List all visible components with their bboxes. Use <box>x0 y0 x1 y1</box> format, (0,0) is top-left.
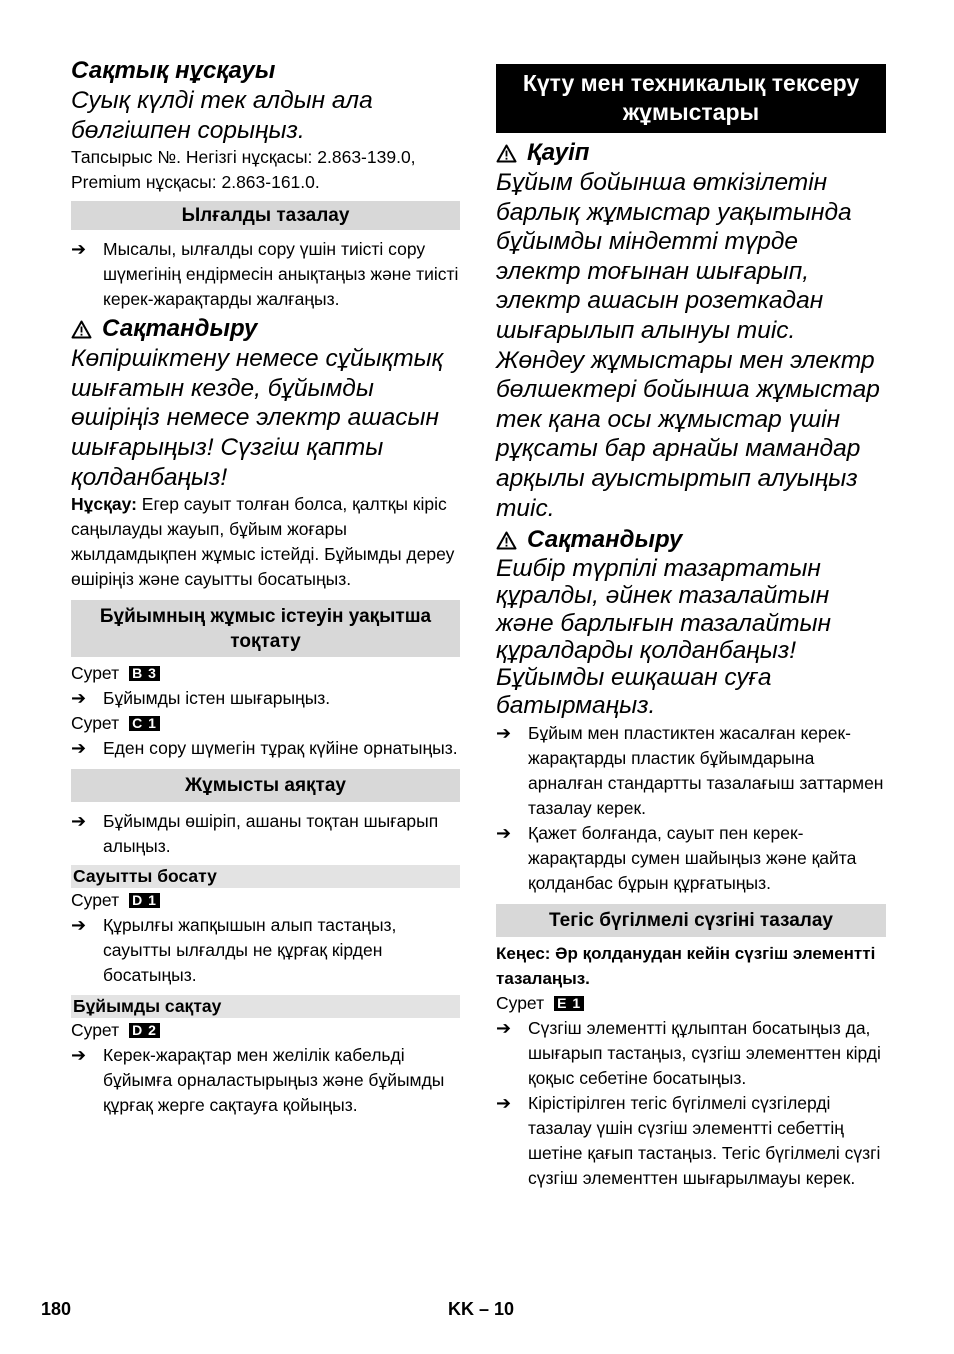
caution-title: Сақтандыру <box>527 526 683 554</box>
warning-triangle-icon <box>496 144 517 163</box>
warning-triangle-icon <box>496 531 517 550</box>
list-item <box>496 821 886 896</box>
clean-bullet-2: Қажет болғанда, сауыт пен керек-жарақтарды сумен шайыңыз және қайта қолданбас бұрын құрғатыңыз. <box>528 822 857 893</box>
arrow-icon: ➔ <box>496 1092 512 1113</box>
filter-bullet-2: Кірістірілген тегіс бүгілмелі сүзгілерді тазалау үшін сүзгіш элементті себеттің шетіне қағып тастаңыз. Тегіс бүгілмелі сүзгі сүзгіш элементтен шығарылмауы керек. <box>528 1092 881 1188</box>
caution-body: Көпіршіктену немесе сұйықтық шығатын кезде, бұйымды өшіріңіз немесе электр ашасын шығарыңыз! Сүзгіш қапты қолданбаңыз! <box>71 345 444 491</box>
arrow-icon: ➔ <box>71 811 87 832</box>
finish-bullet: Бұйымды өшіріп, ашаны тоқтан шығарып алыңыз. <box>103 811 439 857</box>
figure-reference <box>71 661 460 686</box>
figure-reference <box>71 711 460 736</box>
empty-bullet: Құрылғы жапқышын алып тастаңыз, сауытты ылғалды не құрғақ кірден босатыңыз. <box>103 915 397 986</box>
filter-cleaning-heading: Тегіс бүгілмелі сүзгіні тазалау <box>496 904 886 937</box>
arrow-icon: ➔ <box>496 722 512 743</box>
figure-label: Сурет <box>71 713 120 734</box>
figure-badge-b3: B 3 <box>129 666 160 681</box>
list-item <box>496 721 886 821</box>
section-marker: KK – 10 <box>448 1299 515 1319</box>
safety-title: Сақтық нұсқауы <box>71 57 276 84</box>
finish-heading: Жұмысты аяқтау <box>71 769 460 802</box>
caution-heading <box>496 525 886 555</box>
list-item <box>496 1016 886 1091</box>
arrow-icon: ➔ <box>71 688 87 709</box>
figure-reference <box>496 991 886 1016</box>
figure-label: Сурет <box>71 663 120 684</box>
list-item <box>71 736 460 761</box>
note-paragraph <box>71 492 460 592</box>
wet-cleaning-heading: Ылғалды тазалау <box>71 201 460 230</box>
wet-cleaning-bullet: Мысалы, ылғалды сору үшін тиісті сору шүмегінің ендірмесін анықтаңыз және тиісті керек-жарақтарды жалғаңыз. <box>103 239 459 310</box>
figure-badge-e1: E 1 <box>554 996 584 1011</box>
list-item <box>496 1091 886 1191</box>
tip-text: Кеңес: Әр қолданудан кейін сүзгіш элементті тазалаңыз. <box>496 943 876 988</box>
arrow-icon: ➔ <box>71 1045 87 1066</box>
empty-container-heading: Сауытты босату <box>71 865 460 888</box>
arrow-icon: ➔ <box>496 1017 512 1038</box>
figure-badge-c1: C 1 <box>129 716 160 731</box>
list-item <box>71 686 460 711</box>
arrow-icon: ➔ <box>71 738 87 759</box>
list-item <box>71 809 460 859</box>
danger-heading <box>496 138 886 168</box>
figure-badge-d2: D 2 <box>129 1023 160 1038</box>
pause-heading: Бұйымның жұмыс істеуін уақытша тоқтату <box>71 600 460 657</box>
storage-heading: Бұйымды сақтау <box>71 995 460 1018</box>
maintenance-heading: Күту мен техникалық тексеру жұмыстары <box>496 64 886 133</box>
figure-badge-d1: D 1 <box>129 893 160 908</box>
figure-label: Сурет <box>496 992 545 1013</box>
danger-body: Бұйым бойынша өткізілетін барлық жұмыстар уақытында бұйымды міндетті түрде электр тоғынан шығарып, электр ашасын розеткадан шығарылып алынуы тиіс. Жөндеу жұмыстары мен электр бөлшектері бойынша жұмыстар тек қана осы жұмыстар үшін рұқсаты бар арнайы мамандар арқылы ауыстыртып алуыңыз тиіс. <box>496 169 880 522</box>
right-column <box>496 64 886 1191</box>
figure-reference <box>71 888 460 913</box>
order-number-text: Тапсырыс №. Негізгі нұсқасы: 2.863-139.0, Premium нұсқасы: 2.863-161.0. <box>71 147 416 193</box>
list-item <box>71 913 460 988</box>
caution-title: Сақтандыру <box>102 315 258 343</box>
arrow-icon: ➔ <box>496 822 512 843</box>
caution-heading <box>71 314 460 344</box>
clean-bullet-1: Бұйым мен пластиктен жасалған керек-жарақтарды пластик бұйымдарына арналған стандартты тазалағыш заттармен тазалау керек. <box>528 722 884 818</box>
caution-body: Ешбір түрпілі тазартатын құралды, әйнек тазалайтын және барлығын тазалайтын құралдарды қолданбаңыз! Бұйымды ешқашан суға батырмаңыз. <box>496 555 831 719</box>
figure-reference <box>71 1018 460 1043</box>
pause-bullet-1: Бұйымды істен шығарыңыз. <box>103 688 331 709</box>
list-item <box>71 237 460 312</box>
arrow-icon: ➔ <box>71 915 87 936</box>
note-text: Егер сауыт толған болса, қалтқы кіріс саңылауды жауып, бұйым жоғары жылдамдықпен жұмыс істейді. Бұйымды дереу өшіріңіз және сауытты босатыңыз. <box>71 494 455 590</box>
storage-bullet: Керек-жарақтар мен желілік кабельді бұйымға орналастырыңыз және бұйымды құрғақ жерге сақтауға қойыңыз. <box>103 1045 445 1116</box>
list-item <box>71 1043 460 1118</box>
figure-label: Сурет <box>71 890 120 911</box>
note-label: Нұсқау: <box>71 494 137 515</box>
figure-label: Сурет <box>71 1020 120 1041</box>
page-number: 180 <box>41 1299 72 1319</box>
pause-bullet-2: Еден сору шүмегін тұрақ күйіне орнатыңыз. <box>103 738 458 759</box>
danger-title: Қауіп <box>527 139 590 166</box>
arrow-icon: ➔ <box>71 239 87 260</box>
warning-triangle-icon <box>71 320 92 339</box>
filter-bullet-1: Сүзгіш элементті құлыптан босатыңыз да, шығарып тастаңыз, сүзгіш элементтен кірді қоқыс себетіне босатыңыз. <box>528 1017 881 1088</box>
safety-body: Суық күлді тек алдын ала бөлгішпен сорыңыз. <box>71 87 373 144</box>
left-column <box>71 56 460 1118</box>
